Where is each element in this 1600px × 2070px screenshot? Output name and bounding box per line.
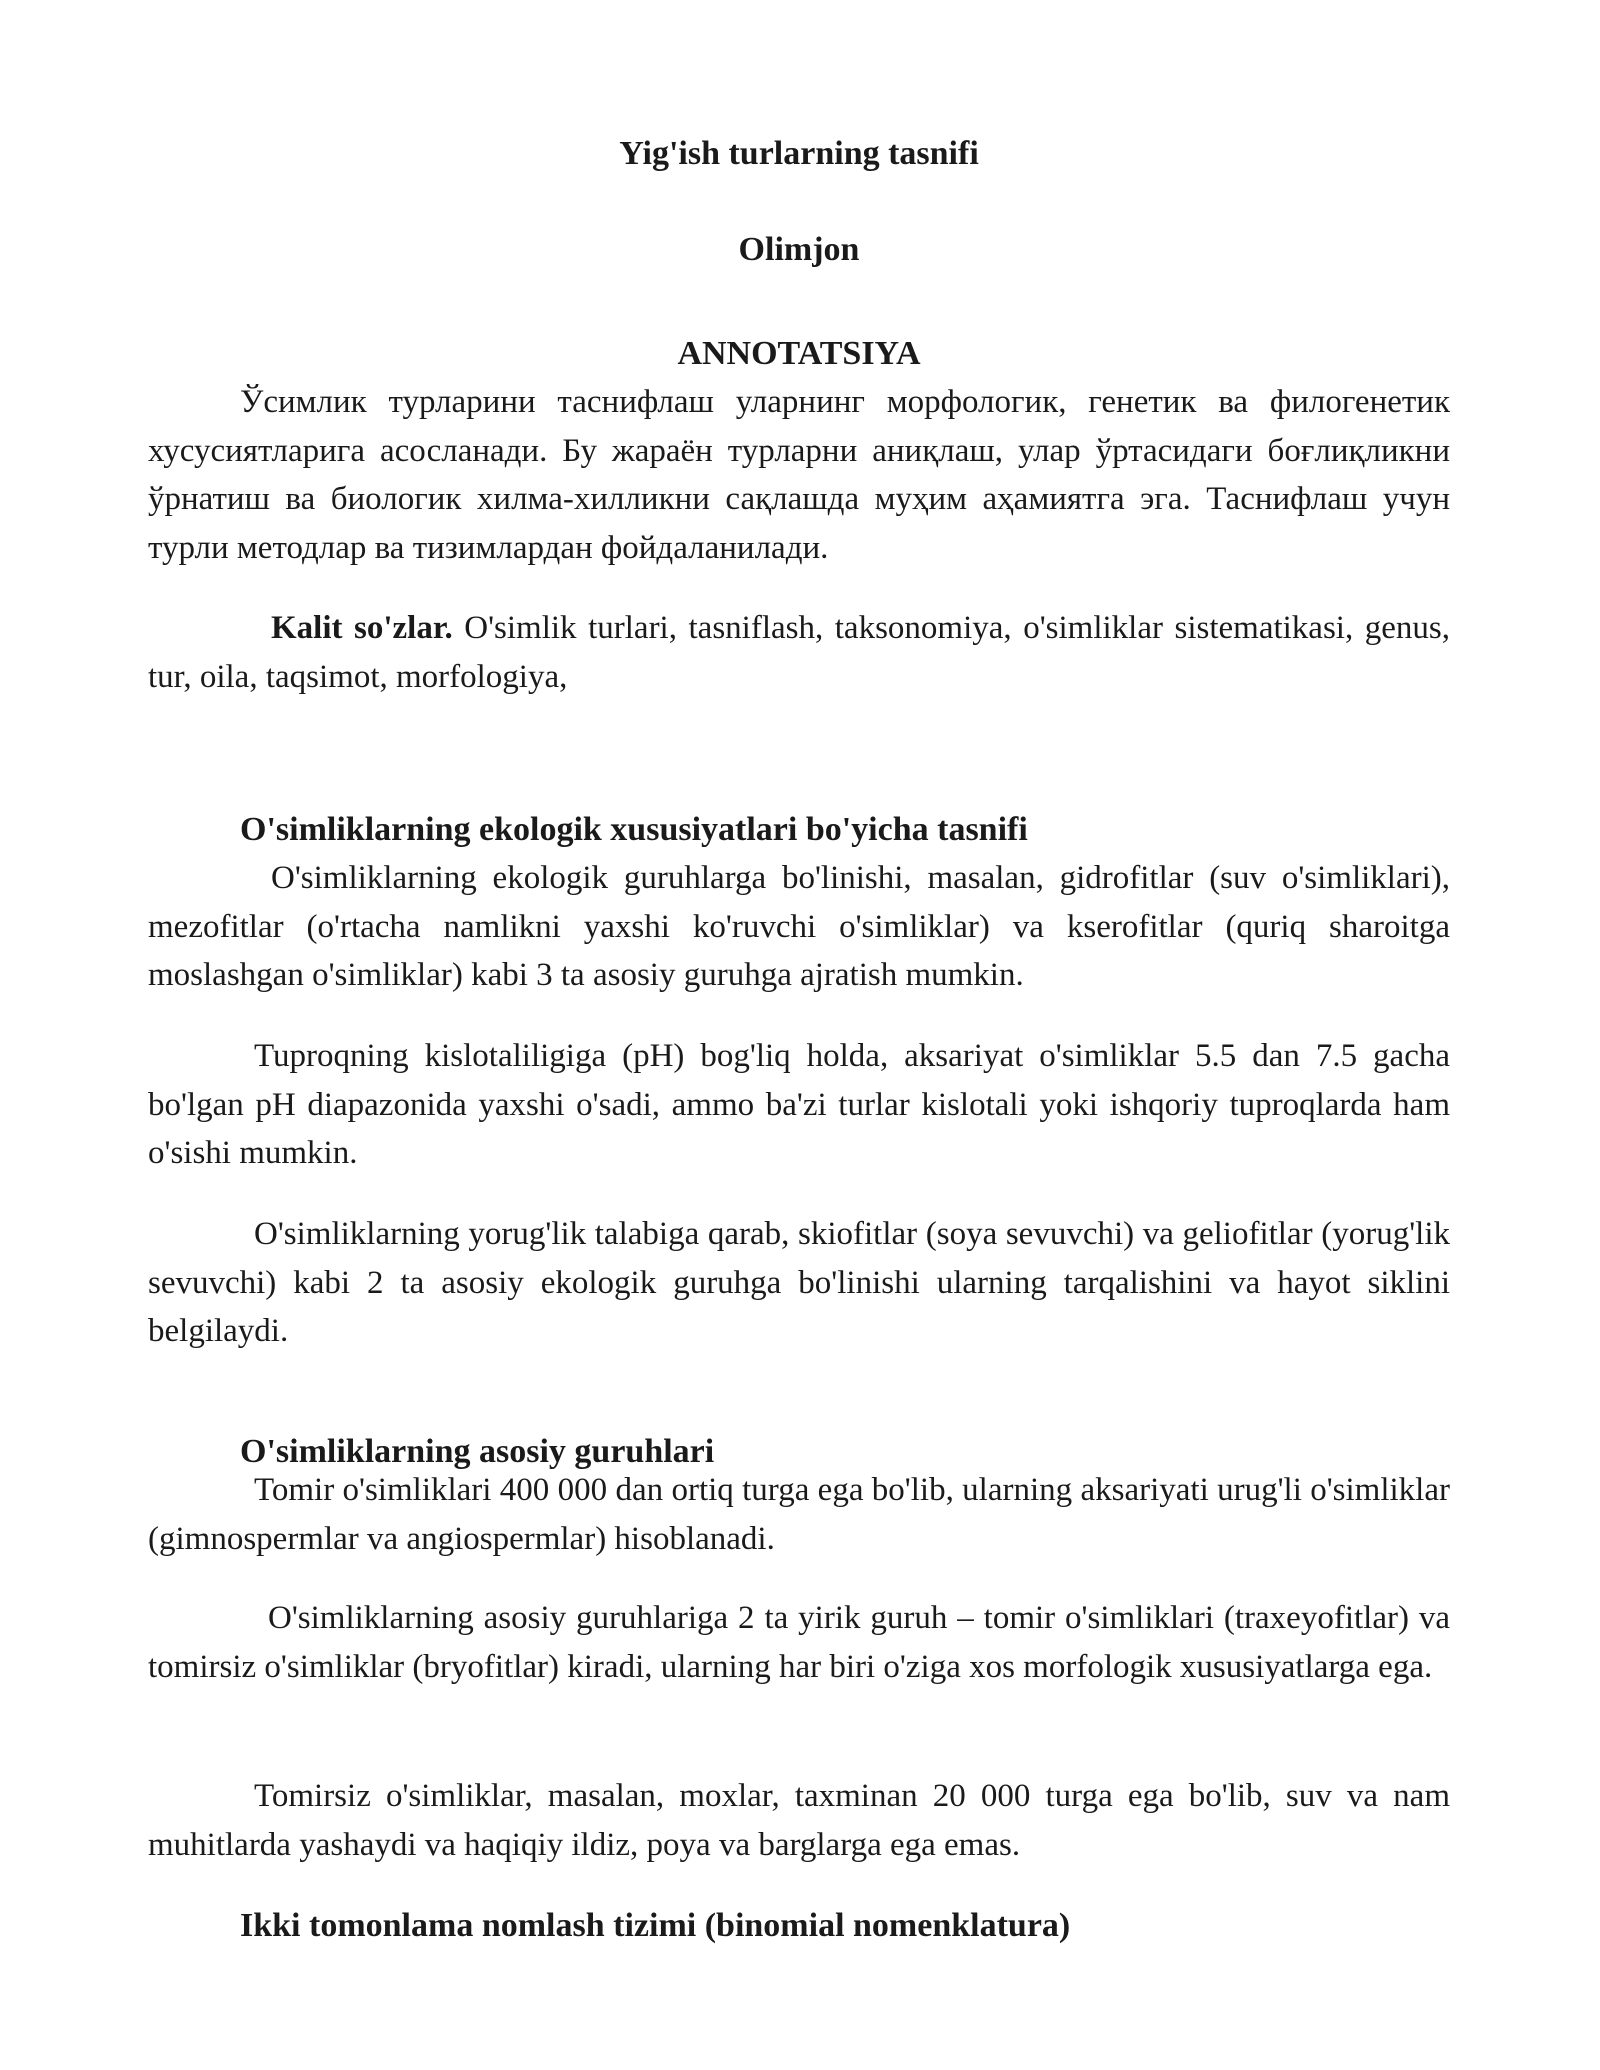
keywords-label: Kalit so'zlar.: [271, 610, 453, 646]
section-paragraph: Tomir o'simliklari 400 000 dan ortiq turga ega bo'lib, ularning aksariyati urug'li o'simliklar (gimnospermlar va angiospermlar) hisoblanadi.: [148, 1472, 1450, 1557]
document-author: Olimjon: [738, 231, 860, 268]
keywords-text: O'simlik turlari, tasniflash, taksonomiya, o'simliklar sistematikasi, genus, tur, oila, taqsimot, morfologiya,: [148, 610, 1450, 695]
section-heading-ecological: O'simliklarning ekologik xususiyatlari bo'yicha tasnifi: [240, 811, 1028, 848]
keywords-paragraph: [148, 604, 1450, 701]
section-paragraph: O'simliklarning ekologik guruhlarga bo'linishi, masalan, gidrofitlar (suv o'simliklari), mezofitlar (o'rtacha namlikni yaxshi ko'ruvchi o'simliklar) va kserofitlar (quriq sharoitga moslashgan o'simliklar) kabi 3 ta asosiy guruhga ajratish mumkin.: [148, 860, 1450, 993]
document-title: Yig'ish turlarning tasnifi: [619, 135, 979, 172]
section-paragraph: Tomirsiz o'simliklar, masalan, moxlar, taxminan 20 000 turga ega bo'lib, suv va nam muhitlarda yashaydi va haqiqiy ildiz, poya va barglarga ega emas.: [148, 1778, 1450, 1863]
section-paragraph: O'simliklarning yorug'lik talabiga qarab, skiofitlar (soya sevuvchi) va geliofitlar (yorug'lik sevuvchi) kabi 2 ta asosiy ekologik guruhga bo'linishi ularning tarqalishini va hayot siklini belgilaydi.: [148, 1216, 1450, 1349]
section-heading-main-groups: O'simliklarning asosiy guruhlari: [240, 1433, 715, 1470]
annotation-heading: ANNOTATSIYA: [677, 335, 921, 372]
section-paragraph: O'simliklarning asosiy guruhlariga 2 ta yirik guruh – tomir o'simliklari (traxeyofitlar) va tomirsiz o'simliklar (bryofitlar) kiradi, ularning har biri o'ziga xos morfologik xususiyatlarga ega.: [148, 1600, 1450, 1685]
section-heading-binomial: Ikki tomonlama nomlash tizimi (binomial nomenklatura): [240, 1907, 1071, 1944]
annotation-paragraph: Ўсимлик турларини таснифлаш уларнинг морфологик, генетик ва филогенетик хусусиятларига асосланади. Бу жараён турларни аниқлаш, улар ўртасидаги боғлиқликни ўрнатиш ва биологик хилма-хилликни сақлашда муҳим аҳамиятга эга. Таснифлаш учун турли методлар ва тизимлардан фойдаланилади.: [148, 384, 1450, 566]
section-paragraph: Tuproqning kislotaliligiga (pH) bog'liq holda, aksariyat o'simliklar 5.5 dan 7.5 gacha bo'lgan pH diapazonida yaxshi o'sadi, ammo ba'zi turlar kislotali yoki ishqoriy tuproqlarda ham o'sishi mumkin.: [148, 1038, 1450, 1171]
